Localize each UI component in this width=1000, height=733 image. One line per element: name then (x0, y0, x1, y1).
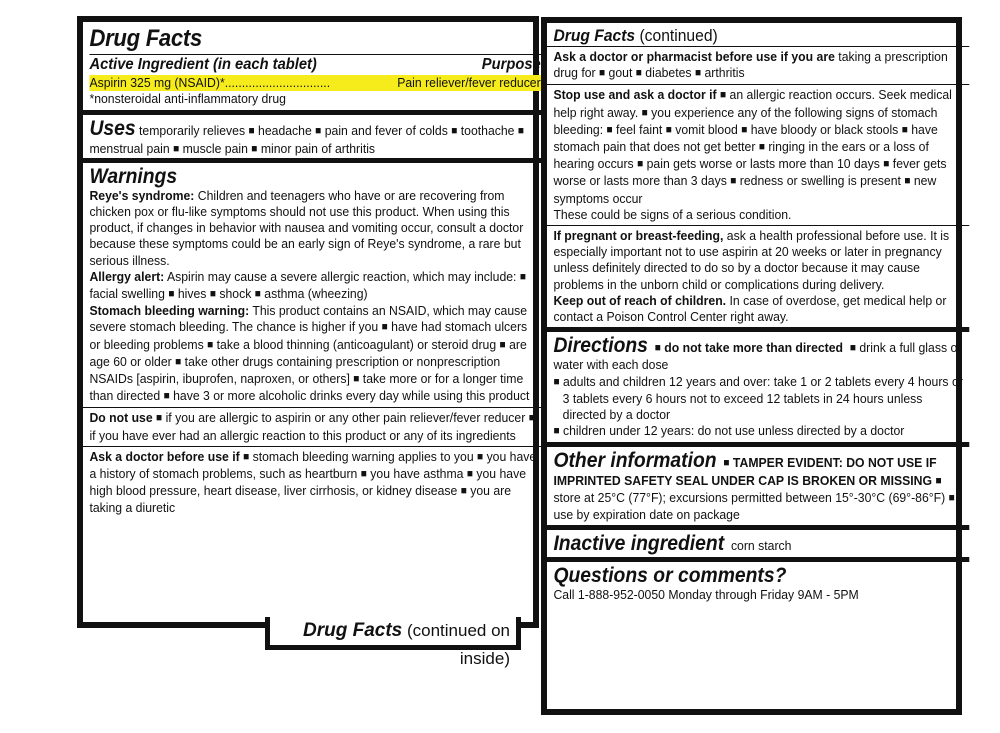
square-bullet-icon: ■ (209, 288, 216, 301)
directions-item: drink a full glass of water with each dose (553, 340, 961, 373)
square-bullet-icon: ■ (156, 412, 163, 425)
uses-item: headache (258, 123, 312, 139)
ask-doctor-item: stomach bleeding warning applies to you (252, 448, 474, 464)
directions-warning: do not take more than directed (664, 340, 844, 356)
square-bullet-icon: ■ (849, 342, 856, 355)
continued-panel-suffix: (continued) (635, 26, 718, 45)
ask-doctor-item: you have a history of stomach problems, such as heartburn (89, 448, 537, 482)
stop-use-item: feel faint (616, 121, 663, 137)
square-bullet-icon: ■ (175, 355, 182, 368)
square-bullet-icon: ■ (519, 270, 526, 283)
uses-intro: temporarily relieves (139, 123, 246, 139)
pharmacist-item: diabetes (645, 65, 692, 81)
stop-use-item: have stomach pain that does not get better (553, 121, 938, 155)
warnings-section (83, 158, 546, 408)
ingredient-name: Aspirin 325 mg (NSAID)*............................... (89, 75, 331, 90)
square-bullet-icon: ■ (553, 375, 560, 388)
uses-title: Uses (89, 117, 136, 141)
square-bullet-icon: ■ (360, 468, 367, 481)
ask-doctor-section (83, 446, 546, 517)
pharmacist-item: gout (608, 65, 633, 81)
square-bullet-icon: ■ (168, 288, 175, 301)
ask-doctor-label: Ask a doctor before use if (89, 448, 240, 464)
do-not-use-label: Do not use (89, 410, 153, 426)
uses-item: menstrual pain (89, 140, 170, 156)
other-information-title: Other information (553, 449, 717, 473)
continued-panel-title: Drug Facts (553, 26, 636, 45)
square-bullet-icon: ■ (641, 106, 648, 119)
square-bullet-icon: ■ (207, 338, 214, 351)
stop-use-note: These could be signs of a serious condition. (553, 206, 792, 222)
square-bullet-icon: ■ (904, 175, 911, 188)
pregnancy-label: If pregnant or breast-feeding, (553, 228, 724, 244)
uses-item: toothache (460, 123, 515, 139)
drug-facts-panel-right (541, 17, 962, 715)
square-bullet-icon: ■ (553, 425, 560, 438)
allergy-text: Aspirin may cause a severe allergic reaction, which may include: (166, 268, 517, 284)
directions-section (547, 327, 969, 442)
uses-item: muscle pain (182, 140, 248, 156)
ingredient-purpose: Pain reliever/fever reducer (397, 75, 541, 90)
stop-use-item: have bloody or black stools (750, 121, 899, 137)
reyes-text: Children and teenagers who have or are recovering from chicken pox or flu-like symptoms should not use this product. When using this product, if changes in behavior with nausea and vomiting occur, consult a doctor because these symptoms could be an early sign of Reye's syndrome, a rare but serious illness. (89, 187, 524, 268)
stop-use-item: you experience any of the following signs of stomach bleeding: (553, 104, 938, 137)
do-not-use-item: if you have ever had an allergic reaction to this product or any of its ingredients (89, 427, 516, 443)
square-bullet-icon: ■ (477, 450, 484, 463)
warnings-title: Warnings (89, 164, 178, 188)
square-bullet-icon: ■ (254, 288, 261, 301)
uses-item: pain and fever of colds (324, 123, 448, 139)
square-bullet-icon: ■ (466, 468, 473, 481)
do-not-use-section (83, 407, 546, 445)
other-information-item: store at 25°C (77°F); excursions permitted between 15°-30°C (69°-86°F) (553, 489, 946, 505)
square-bullet-icon: ■ (173, 142, 180, 155)
square-bullet-icon: ■ (251, 142, 258, 155)
square-bullet-icon: ■ (637, 158, 644, 171)
ask-doctor-item: you have high blood pressure, heart disease, liver cirrhosis, or kidney disease (89, 466, 527, 499)
stomach-label: Stomach bleeding warning: (89, 303, 250, 319)
questions-phone-text: Call 1-888-952-0050 Monday through Friday 9AM - 5PM (553, 587, 859, 603)
drug-facts-title: Drug Facts (89, 25, 203, 52)
questions-title: Questions or comments? (553, 564, 787, 588)
square-bullet-icon: ■ (499, 338, 506, 351)
square-bullet-icon: ■ (635, 67, 642, 80)
stop-use-item: ringing in the ears or a loss of hearing occurs (553, 139, 929, 172)
square-bullet-icon: ■ (901, 123, 908, 136)
square-bullet-icon: ■ (315, 125, 322, 138)
allergy-item: shock (219, 286, 252, 302)
stop-use-item: an allergic reaction occurs. Seek medical help right away. (553, 87, 952, 120)
ask-pharmacist-section (547, 46, 969, 84)
directions-item: children under 12 years: do not use unless directed by a doctor (562, 423, 905, 439)
ask-pharmacist-text: taking a prescription drug for (553, 49, 948, 81)
pregnancy-section (547, 225, 969, 327)
ingredient-row (89, 75, 540, 91)
footnote: *nonsteroidal anti-inflammatory drug (89, 91, 286, 107)
square-bullet-icon: ■ (723, 457, 730, 470)
stomach-item: are age 60 or older (89, 336, 527, 369)
stomach-item: take other drugs containing prescription or nonprescription NSAIDs [aspirin, ibuprofen, naproxen, or others] (89, 353, 501, 387)
uses-section (83, 110, 546, 157)
stop-use-section (547, 84, 969, 225)
square-bullet-icon: ■ (248, 125, 255, 138)
stop-use-item: pain gets worse or lasts more than 10 days (646, 156, 880, 172)
stop-use-item: redness or swelling is present (739, 173, 901, 189)
stomach-item: have 3 or more alcoholic drinks every day while using this product (173, 388, 530, 404)
other-information-section (547, 442, 969, 525)
directions-title: Directions (553, 334, 648, 358)
stomach-text: This product contains an NSAID, which may cause severe stomach bleeding. The chance is higher if you (89, 303, 528, 335)
square-bullet-icon: ■ (665, 123, 672, 136)
questions-section (547, 557, 969, 603)
square-bullet-icon: ■ (528, 412, 535, 425)
square-bullet-icon: ■ (606, 123, 613, 136)
allergy-item: facial swelling (89, 286, 165, 302)
square-bullet-icon: ■ (460, 485, 467, 498)
stomach-item: take more or for a longer time than directed (89, 371, 524, 404)
tamper-evident-notice: TAMPER EVIDENT: DO NOT USE IF IMPRINTED SAFETY SEAL UNDER CAP IS BROKEN OR MISSING (553, 455, 937, 488)
square-bullet-icon: ■ (381, 321, 388, 334)
stop-use-item: fever gets worse or lasts more than 3 days (553, 156, 947, 189)
ask-doctor-item: you are taking a diuretic (89, 483, 512, 516)
pharmacist-item: arthritis (704, 65, 745, 81)
square-bullet-icon: ■ (163, 390, 170, 403)
keep-out-of-reach-text: In case of overdose, get medical help or contact a Poison Control Center right away. (553, 292, 947, 325)
stop-use-item: vomit blood (675, 121, 738, 137)
continued-on-inside-tab (265, 617, 521, 668)
inactive-ingredient-section (547, 525, 969, 557)
square-bullet-icon: ■ (243, 450, 250, 463)
uses-item: minor pain of arthritis (260, 140, 376, 156)
stomach-item: have had stomach ulcers or bleeding problems (89, 319, 528, 352)
inactive-ingredient-title: Inactive ingredient (553, 532, 725, 556)
square-bullet-icon: ■ (694, 67, 702, 80)
square-bullet-icon: ■ (517, 125, 525, 138)
active-ingredient-heading: Active Ingredient (in each tablet) (89, 56, 317, 73)
square-bullet-icon: ■ (451, 125, 458, 138)
keep-out-of-reach-label: Keep out of reach of children. (553, 292, 727, 308)
square-bullet-icon: ■ (719, 89, 727, 102)
square-bullet-icon: ■ (948, 491, 955, 504)
ask-pharmacist-label: Ask a doctor or pharmacist before use if you are (553, 49, 835, 64)
directions-item: adults and children 12 years and over: take 1 or 2 tablets every 4 hours or 3 tablets every 6 hours not to exceed 12 tablets in 24 hours unless directed by a doctor (562, 373, 963, 423)
stomach-item: take a blood thinning (anticoagulant) or steroid drug (216, 336, 497, 352)
square-bullet-icon: ■ (353, 373, 360, 386)
purpose-heading: Purpose (481, 56, 541, 73)
stop-use-label: Stop use and ask a doctor if (553, 87, 717, 103)
inactive-ingredient-text: corn starch (730, 538, 792, 554)
ask-doctor-item: you have asthma (370, 466, 464, 482)
square-bullet-icon: ■ (741, 123, 748, 136)
do-not-use-item: if you are allergic to aspirin or any other pain reliever/fever reducer (165, 410, 526, 426)
stop-use-item: new symptoms occur (553, 173, 937, 206)
other-information-item: use by expiration date on package (553, 507, 740, 523)
square-bullet-icon: ■ (730, 175, 737, 188)
reyes-label: Reye's syndrome: (89, 187, 195, 203)
square-bullet-icon: ■ (758, 141, 765, 154)
square-bullet-icon: ■ (599, 67, 606, 80)
square-bullet-icon: ■ (935, 474, 942, 487)
continued-title: Drug Facts (303, 620, 403, 641)
square-bullet-icon: ■ (654, 342, 661, 355)
allergy-item: hives (177, 286, 207, 302)
continued-note: (continued on inside) (402, 621, 510, 668)
square-bullet-icon: ■ (883, 158, 890, 171)
allergy-label: Allergy alert: (89, 268, 165, 284)
allergy-item: asthma (wheezing) (264, 286, 368, 302)
pregnancy-text: ask a health professional before use. It is especially important not to use aspirin at 20 weeks or later in pregnancy unless definitely directed to do so by a doctor because it may cause problems in the unborn child or complications during delivery. (553, 228, 950, 292)
drug-facts-panel-left (77, 16, 539, 628)
